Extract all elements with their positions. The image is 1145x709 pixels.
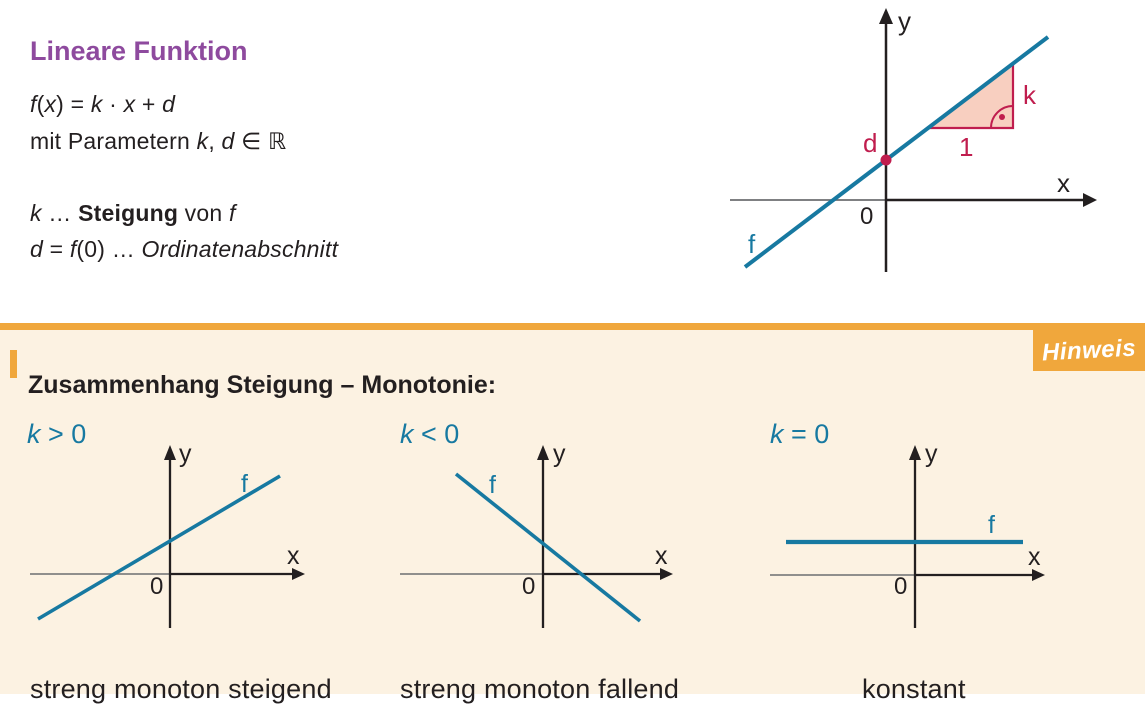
function-line (745, 37, 1048, 267)
y-axis-label: y (179, 440, 192, 468)
case-condition-positive: k > 0 (27, 419, 87, 449)
y-axis-label: y (553, 440, 566, 468)
page-title: Lineare Funktion (30, 36, 248, 67)
hint-heading-bar (10, 350, 17, 378)
case-caption-decreasing: streng monoton fallend (400, 674, 680, 704)
hint-tab (1033, 330, 1145, 371)
origin-label: 0 (522, 573, 536, 600)
y-axis-arrow (879, 8, 893, 24)
y-axis-label: y (898, 6, 911, 36)
decreasing-graph (390, 438, 690, 643)
function-label: f (241, 470, 248, 498)
slope-graph (715, 0, 1145, 290)
case-condition-zero: k = 0 (770, 419, 830, 449)
function-label: f (489, 471, 496, 499)
x-axis-label: x (1057, 168, 1070, 198)
slope-description-line: k … Steigung von f (30, 200, 236, 226)
case-caption-constant: konstant (862, 674, 966, 704)
right-angle-dot (999, 114, 1005, 120)
y-axis-arrow (909, 445, 921, 460)
run-label: 1 (959, 132, 974, 162)
hint-heading: Zusammenhang Steigung – Monotonie: (28, 370, 497, 399)
intercept-description-line: d = f(0) … Ordinatenabschnitt (30, 236, 339, 262)
origin-label: 0 (860, 203, 874, 230)
hint-tab-label: Hinweis (1041, 334, 1137, 366)
x-axis-label: x (287, 542, 300, 570)
x-axis-label: x (655, 542, 668, 570)
case-condition-negative: k < 0 (400, 419, 460, 449)
case-caption-increasing: streng monoton steigend (30, 674, 332, 704)
slope-label: k (1023, 80, 1036, 110)
intercept-point (881, 155, 892, 166)
y-axis-arrow (537, 445, 549, 460)
origin-label: 0 (894, 573, 908, 600)
y-axis-arrow (164, 445, 176, 460)
function-line (456, 474, 640, 621)
y-axis-label: y (925, 440, 938, 468)
x-axis-arrow (1083, 193, 1097, 207)
x-axis-label: x (1028, 543, 1041, 571)
parameters-line: mit Parametern k, d ∈ ℝ (30, 128, 287, 154)
intercept-label: d (863, 128, 878, 158)
hint-top-border (0, 323, 1145, 330)
formula-line: f(x) = k · x + d (30, 91, 176, 117)
constant-graph (760, 438, 1060, 643)
function-label: f (748, 229, 756, 259)
origin-label: 0 (150, 573, 164, 600)
increasing-graph (20, 438, 320, 643)
function-label: f (988, 511, 995, 539)
